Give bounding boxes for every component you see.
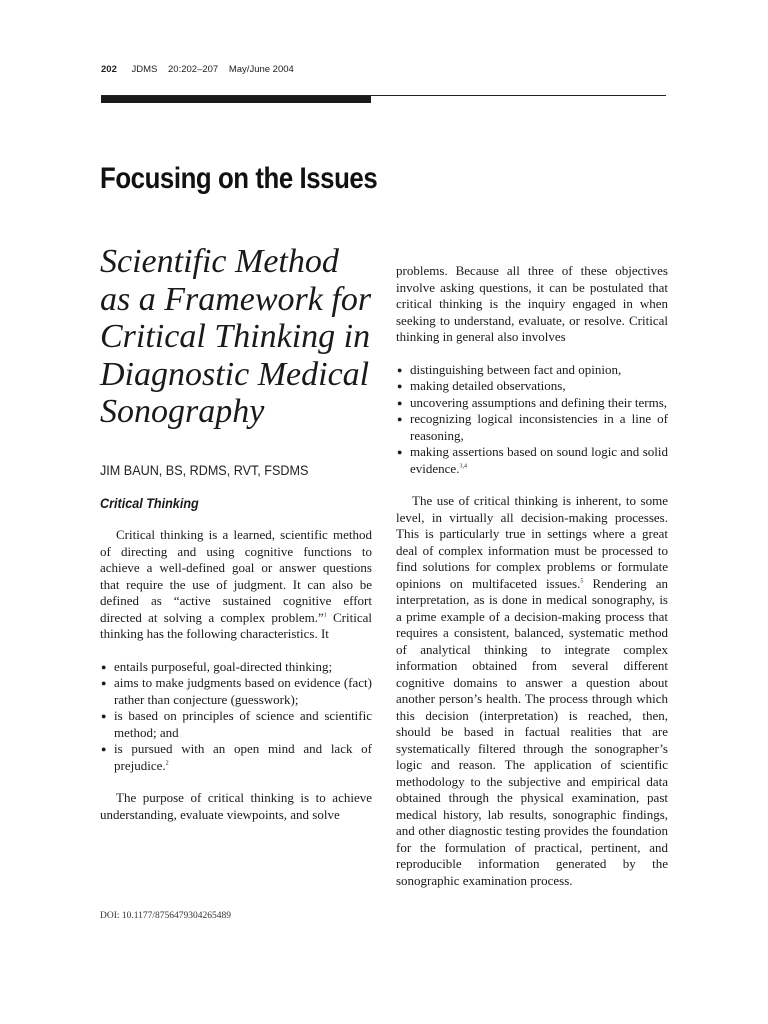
- purpose-paragraph-continued: problems. Because all three of these objectives involve asking questions, it can be postulated that critical thinking is the inquiry engaged in when seeking to understand, evaluate, or resolve. Critical thinking in general also involves: [396, 263, 668, 344]
- use-paragraph: The use of critical thinking is inherent, to some level, in virtually all decision-making processes. This is particularly true in settings where a great deal of complex information must be processed to find solutions for complex problems or formulate opinions on multifaceted issues.$^5$ Rendering an interpretation, as is done in medical sonography, is a prime example of a decision-making process that requires a consistent, balanced, systematic method of analytical thinking to integrate complex information obtained from several different cognitive domains to answer a question about another person’s health. The process through which this decision (interpretation) is reached, then, should be based in factual realities that are systematically filtered through the sonographer’s logic and reason. The application of scientific methodology to the subjective and empirical data obtained through the physical examination, past medical history, lab results, sonographic findings, and other diagnostic testing provides the foundation for the formulation of practical, pertinent, and reproducible information generated by the sonographic examination process.: [396, 493, 669, 888]
- section-heading: Focusing on the Issues: [100, 162, 378, 195]
- bullet-item: ● making assertions based on sound logic and solid evidence.$^{3,4}$: [396, 444, 668, 477]
- author-byline: JIM BAUN, BS, RDMS, RVT, FSDMS: [100, 461, 309, 478]
- bullet-item: ● uncovering assumptions and defining their terms,: [396, 395, 668, 412]
- bullet-item: ● making detailed observations,: [396, 378, 668, 395]
- bullet-item: ● is pursued with an open mind and lack of prejudice.$^2$: [100, 741, 372, 774]
- bullet-item: ● entails purposeful, goal-directed thinking;: [100, 659, 372, 676]
- header-bar: [101, 96, 371, 103]
- bullet-item: ● is based on principles of science and scientific method; and: [100, 708, 372, 741]
- issue-date: May/June 2004: [228, 64, 294, 75]
- journal-volume: 20:202–207: [168, 64, 219, 75]
- bullet-item: ● distinguishing between fact and opinion,: [396, 362, 668, 379]
- citation-ref: 5: [580, 578, 584, 585]
- page-number: 202: [101, 64, 117, 75]
- doi: DOI: 10.1177/8756479304265489: [100, 911, 232, 921]
- bullet-item: ● aims to make judgments based on evidence (fact) rather than conjecture (guesswork);: [100, 675, 372, 708]
- article-title: Scientific Method as a Framework for Critical Thinking in Diagnostic Medical Sonography: [100, 243, 372, 430]
- citation-ref: 2: [165, 760, 169, 767]
- right-column: [396, 263, 668, 905]
- journal-name: JDMS: [131, 64, 158, 75]
- citation-ref: 3,4: [459, 463, 467, 470]
- involves-list: [396, 362, 668, 478]
- characteristics-list: [100, 659, 372, 775]
- bullet-item: ● recognizing logical inconsistencies in a line of reasoning,: [396, 411, 668, 444]
- subheading-critical-thinking: Critical Thinking: [100, 494, 199, 511]
- intro-paragraph: Critical thinking is a learned, scientific method of directing and using cognitive functions to achieve a well-defined goal or answer questions that require the use of judgment. It can also be defined as “active sustained cognitive effort directed at solving a complex problem.”$^1$ Critical thinking has the following characteristics. It: [100, 527, 372, 641]
- citation-ref: 1: [323, 612, 327, 619]
- running-head: [101, 64, 294, 75]
- left-column: [100, 243, 372, 839]
- purpose-paragraph: The purpose of critical thinking is to achieve understanding, evaluate viewpoints, and solve: [100, 790, 372, 822]
